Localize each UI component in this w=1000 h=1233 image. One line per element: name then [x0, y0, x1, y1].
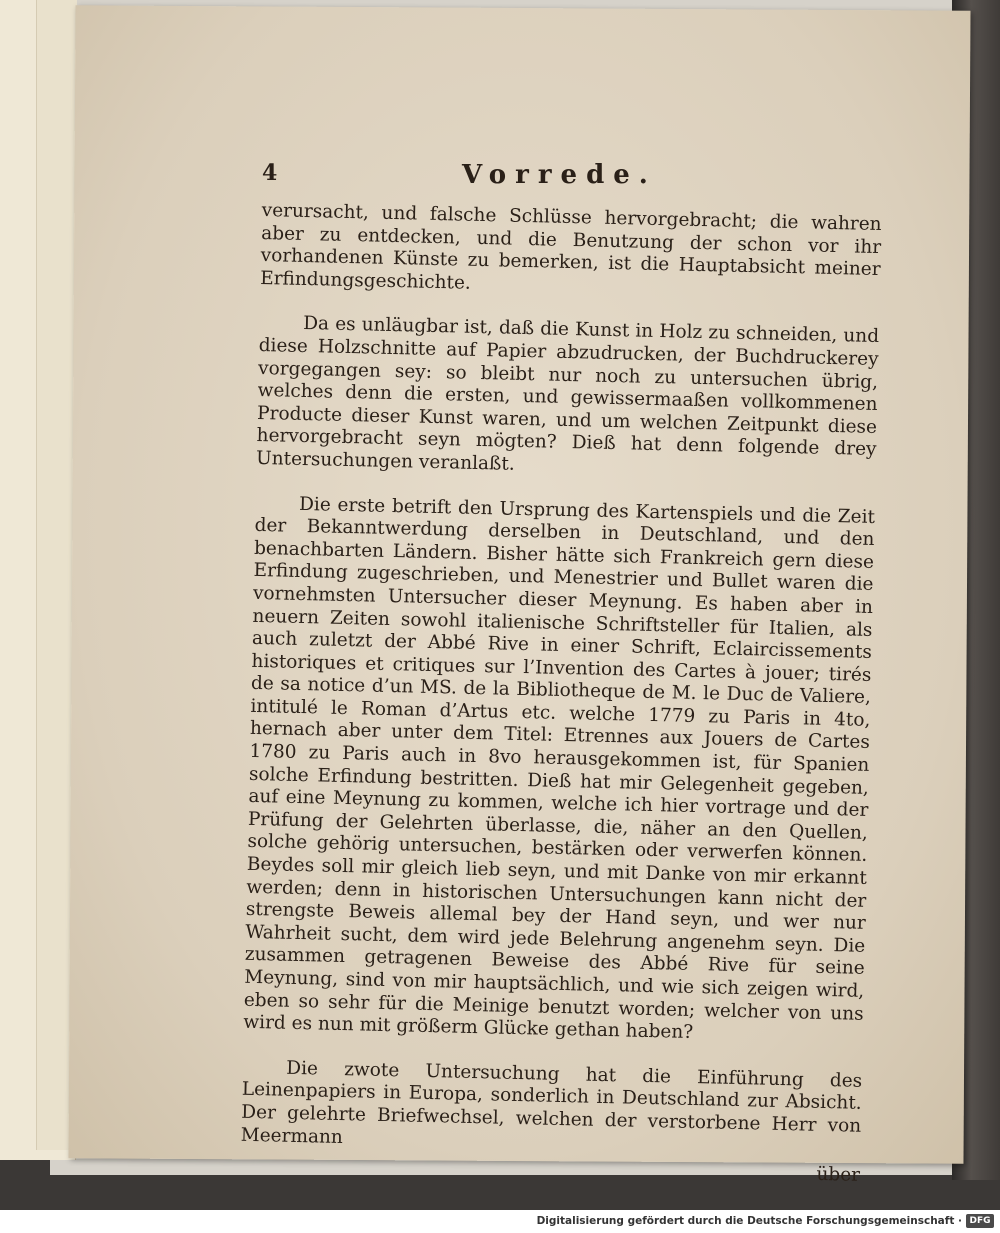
paragraph: Die erste betrift den Ursprung des Kartenspiels und die Zeit der Bekanntwerdung derselben in Deutschland, und den benachbarten Ländern. Bisher hätte sich Frankreich gern diese Erfindung zugeschrieben, und Menestrier und Bullet waren die vornehmsten Untersucher dieser Meynung. Es haben aber in neuern Zeiten sowohl italienische Schriftsteller für Italien, als auch zuletzt der Abbé Rive in einer Schrift, Eclaircissements historiques et critiques sur l’Invention des Cartes à jouer; tirés de sa notice d’un MS. de la Bibliotheque de M. le Duc de Valiere, intitulé le Roman d’Artus etc. welche 1779 zu Paris in 4to, hernach aber unter dem Titel: Etrennes aux Jouers de Cartes 1780 zu Paris auch in 8vo herausgekommen ist, für Spanien solche Erfindung bestritten. Dieß hat mir Gelegenheit gegeben, auf eine Meynung zu kommen, welche ich hier vortrage und der Prüfung der Gelehrten überlasse, die, näher an den Quellen, solche gehörig untersuchen, bestärken oder verwerfen können. Beydes soll mir gleich lieb seyn, und mit Danke von mir erkannt werden; denn in historischen Untersuchungen kann nicht der strengste Beweis allemal bey der Hand seyn, und wer nur Wahrheit sucht, dem wird jede Belehrung angenehm seyn. Die zusammen getragenen Beweise des Abbé Rive für seine Meynung, sind von mir hauptsächlich, und wie sich zeigen wird, eben so sehr für die Meinige benutzt worden; welcher von uns wird es nun mit größerm Glücke gethan haben? — [243, 493, 876, 1044]
funding-credit: Digitalisierung gefördert durch die Deutsche Forschungsgemeinschaft · — [536, 1215, 962, 1227]
dfg-logo-icon: DFG — [966, 1214, 994, 1228]
page-number: 4 — [262, 160, 278, 186]
paragraph: verursacht, und falsche Schlüsse hervorgebracht; die wahren aber zu entdecken, und die Benutzung der schon vor ihr vorhandenen Künste zu bemerken, ist die Hauptabsicht meiner Erfindungsgeschichte. — [259, 200, 882, 294]
running-title: Vorrede. — [462, 160, 657, 190]
body-text — [240, 200, 882, 1188]
paragraph: Die zwote Untersuchung hat die Einführung des Leinenpapiers in Europa, sonderlich in Deutschland zur Absicht. Der gelehrte Briefwechsel, welchen der verstorbene Herr von Meermann — [240, 1057, 863, 1148]
footer-bar — [0, 1210, 1000, 1233]
catchword: über — [816, 1163, 861, 1186]
paragraph: Da es unläugbar ist, daß die Kunst in Holz zu schneiden, und diese Holzschnitte auf Papier abzudrucken, der Buchdruckerey vorgegangen sey: so bleibt nur noch zu untersuchen übrig, welches denn die ersten, und gewissermaaßen vollkommenen Producte dieser Kunst waren, und um welchen Zeitpunkt diese hervorgebracht seyn mögten? Dieß hat denn folgende drey Untersuchungen veranlaßt. — [255, 313, 880, 475]
page-header — [262, 160, 862, 200]
